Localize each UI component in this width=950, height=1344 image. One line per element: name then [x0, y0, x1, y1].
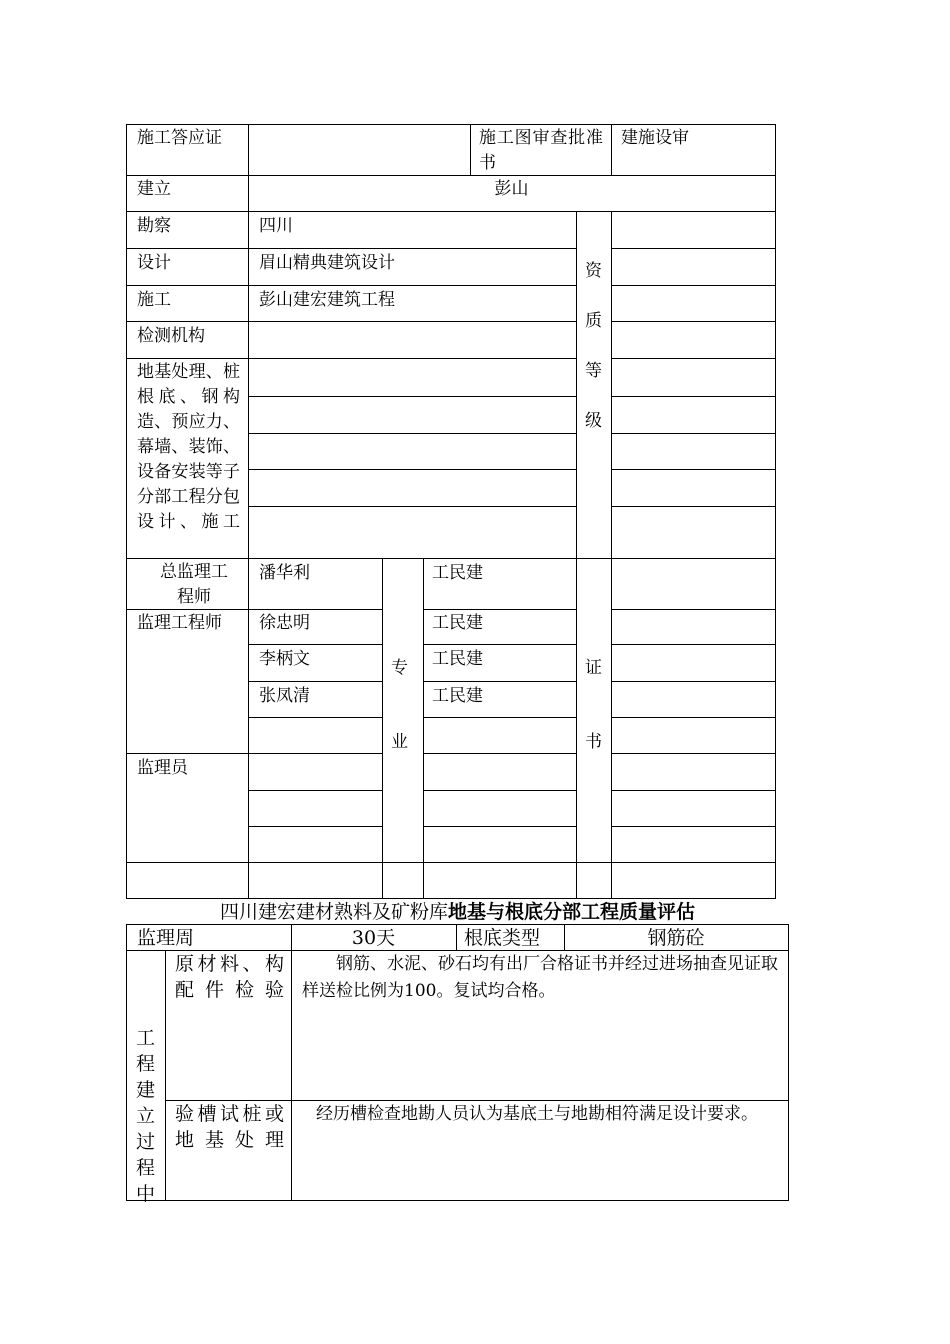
qualification-char: 级: [585, 411, 602, 431]
drawing-review-label: 施工图审查批准书: [479, 128, 603, 173]
major-char: 业: [391, 732, 408, 752]
title-bold: 地基与根底分部工程质量评估: [448, 901, 696, 923]
qualification-char: 质: [585, 311, 602, 331]
supervisor-name: 徐忠明: [259, 613, 310, 633]
assessment-title: [126, 899, 789, 925]
survey-label: 勘察: [137, 216, 171, 236]
design-value: 眉山精典建筑设计: [259, 253, 395, 273]
supervisor-major: 工民建: [432, 613, 483, 633]
qualification-char: 资: [585, 261, 602, 281]
foundation-type-label: 根底类型: [464, 927, 541, 949]
supervisor-name: 李柄文: [259, 649, 310, 669]
row-text: 钢筋、水泥、砂石均有出厂合格证书并经过进场抽查见证取样送检比例为100。复试均合格。: [302, 954, 778, 1001]
testing-label: 检测机构: [137, 326, 205, 346]
inspector-label: 监理员: [137, 758, 188, 778]
chief-supervisor-name: 潘华利: [259, 563, 310, 583]
chief-supervisor-major: 工民建: [432, 563, 483, 583]
subcontract-label: 地基处理、桩根底、钢构造、预应力、幕墙、装饰、设备安装等子分部工程分包设计、施工: [137, 362, 240, 532]
chief-supervisor-label: 总监理工程师: [160, 562, 228, 607]
construction-value: 彭山建宏建筑工程: [259, 290, 395, 310]
supervisor-label: 监理工程师: [137, 613, 222, 633]
foundation-type-value: 钢筋砼: [647, 927, 705, 949]
design-label: 设计: [137, 253, 171, 273]
period-label: 监理周: [137, 927, 195, 949]
certificate-char: 证: [585, 658, 602, 678]
row-label: 原材料、构配件检验: [175, 953, 284, 1001]
process-label: 工程建立过程中: [136, 1027, 156, 1205]
supervisor-name: 张凤清: [259, 686, 310, 706]
survey-value: 四川: [259, 216, 293, 236]
builder-label: 建立: [137, 179, 171, 199]
major-char: 专: [391, 658, 408, 678]
row-label: 验槽试桩或地基处理: [175, 1103, 284, 1151]
builder-value: 彭山: [494, 179, 529, 199]
supervisor-major: 工民建: [432, 686, 483, 706]
qualification-char: 等: [585, 361, 602, 381]
row-text: 经历槽检查地勘人员认为基底土与地勘相符满足设计要求。: [316, 1104, 758, 1124]
period-value: 30天: [351, 927, 396, 949]
title-prefix: 四川建宏建材熟料及矿粉库: [219, 901, 448, 923]
certificate-char: 书: [585, 732, 602, 752]
drawing-review-value: 建施设审: [621, 128, 689, 148]
construction-label: 施工: [137, 290, 171, 310]
permit-label: 施工答应证: [137, 128, 222, 148]
supervisor-major: 工民建: [432, 649, 483, 669]
